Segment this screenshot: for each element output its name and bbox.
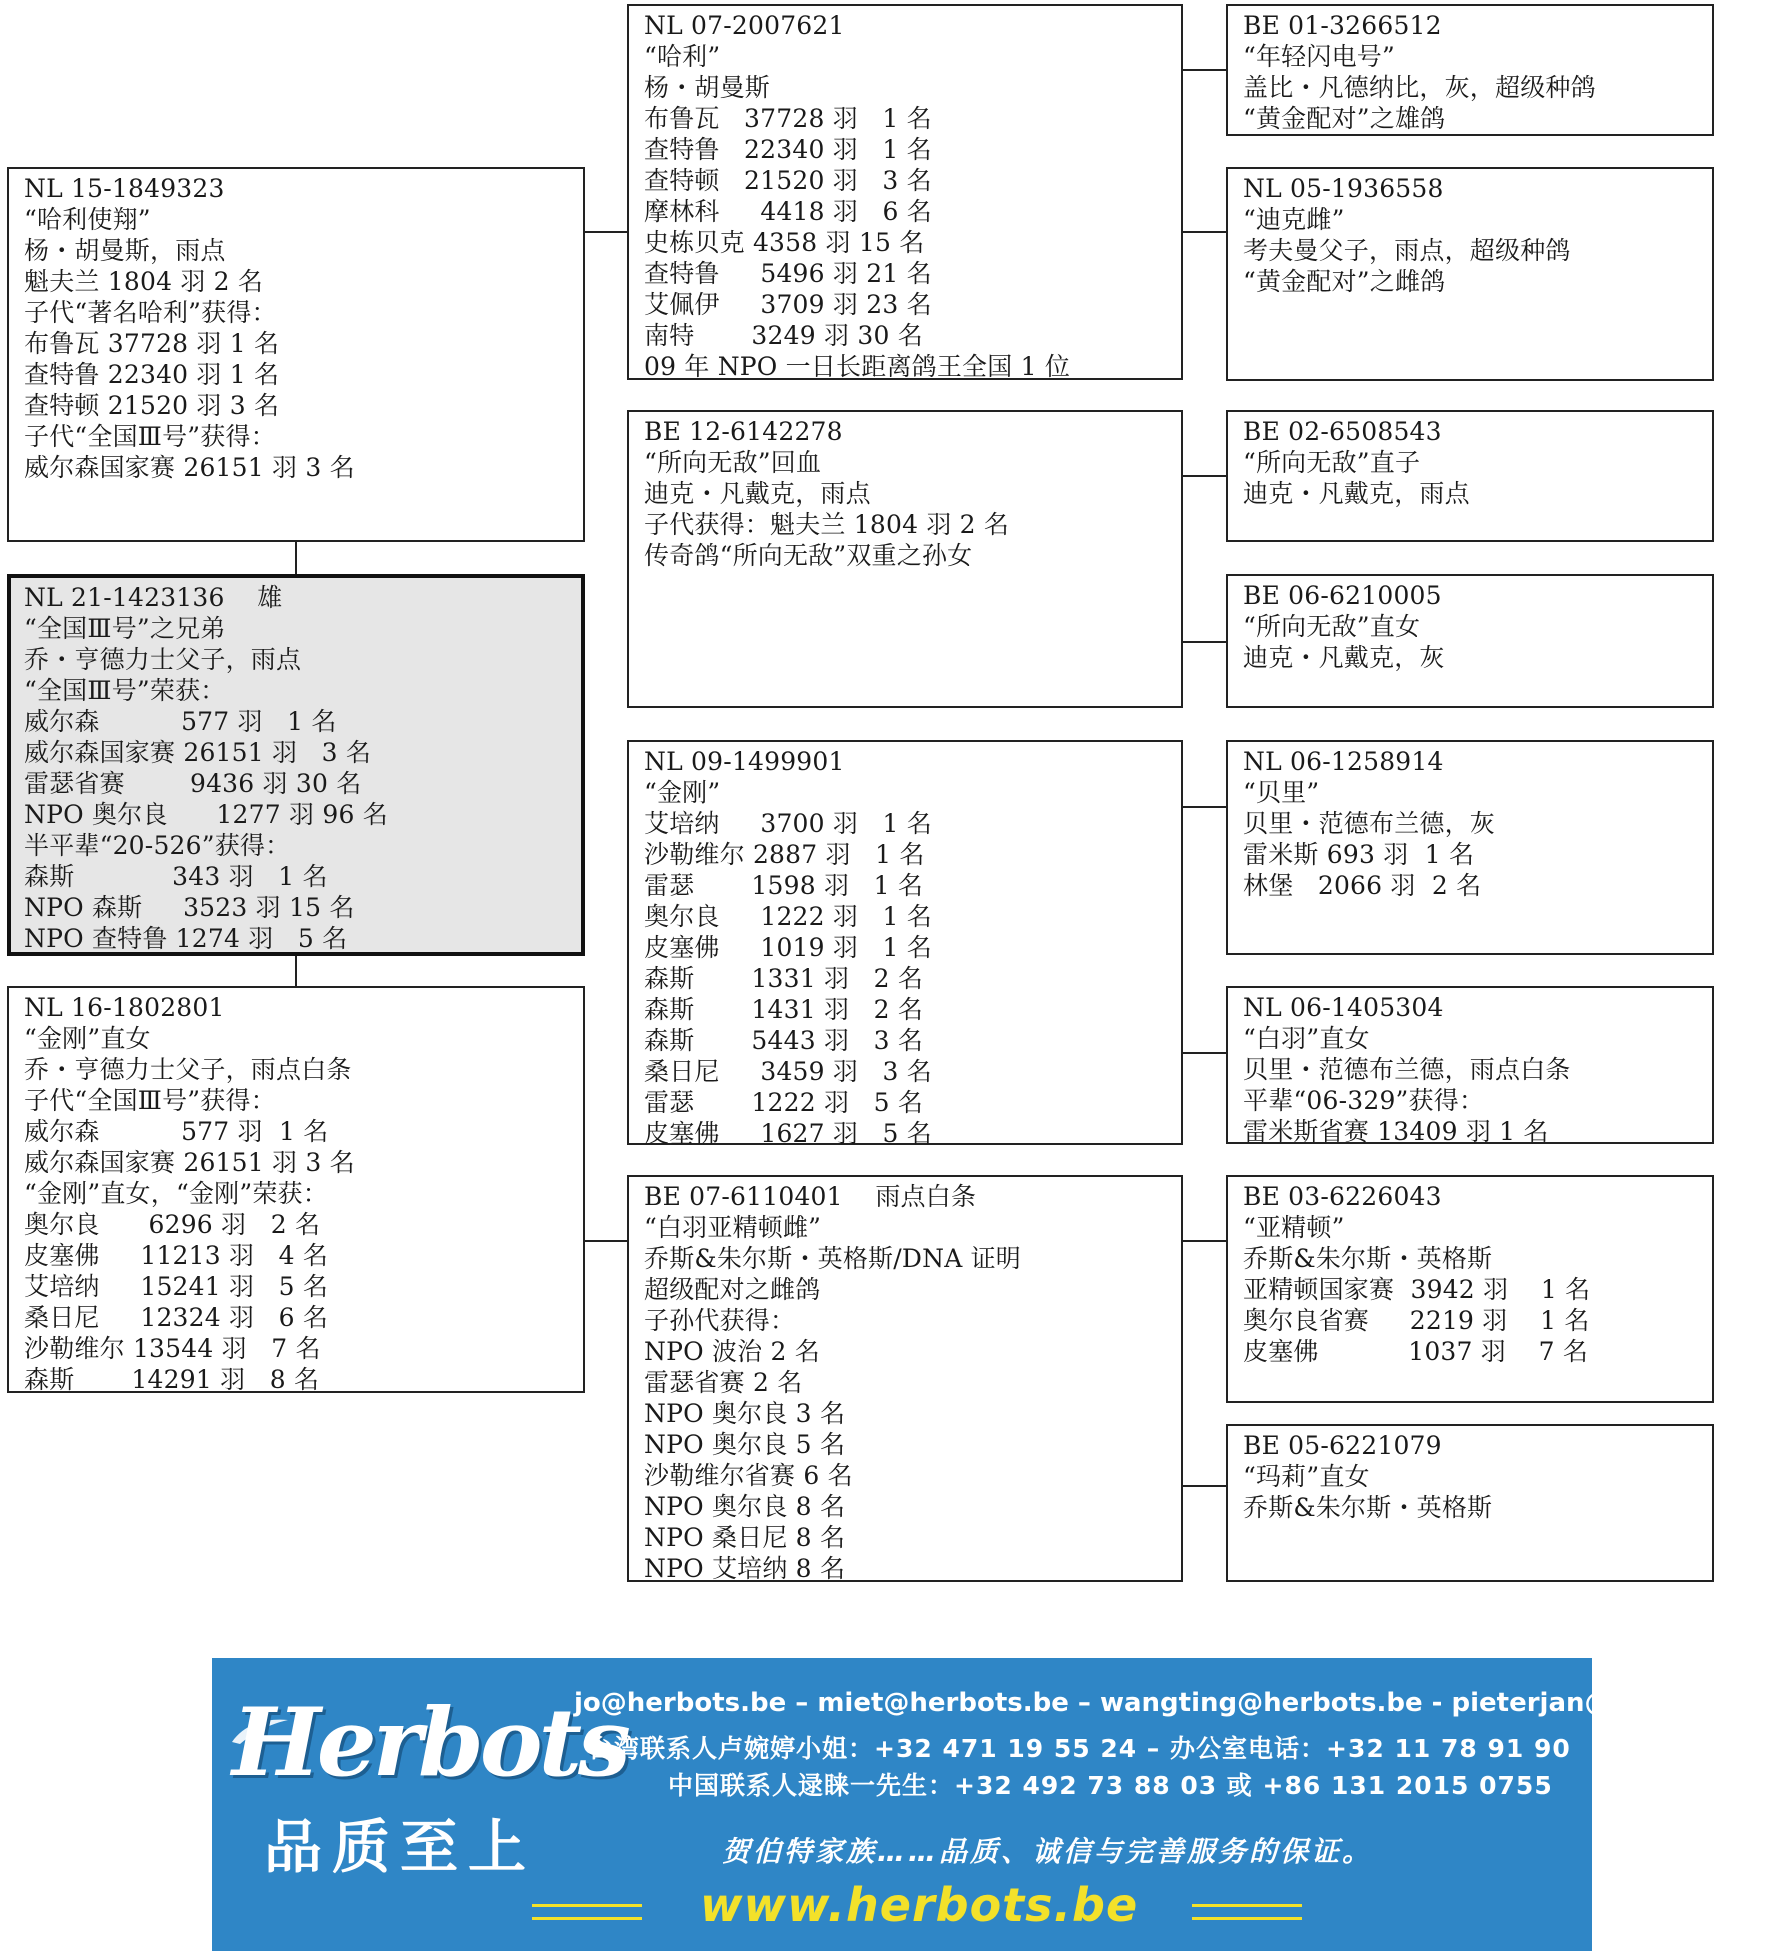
pedigree-line: 皮塞佛 11213 羽 4 名 xyxy=(24,1241,329,1270)
pedigree-line: 平辈“06-329”获得： xyxy=(1243,1086,1485,1115)
pedigree-line: 查特鲁 22340 羽 1 名 xyxy=(644,135,932,164)
pedigree-box-sire-sire-dam xyxy=(1226,167,1714,381)
pedigree-line: “哈利” xyxy=(644,42,721,71)
pedigree-line: 威尔森 577 羽 1 名 xyxy=(24,1117,329,1146)
pedigree-box-sire xyxy=(7,167,585,542)
pedigree-box-dam-dam-sire xyxy=(1226,1175,1714,1403)
pedigree-line: 雷米斯 693 羽 1 名 xyxy=(1243,840,1475,869)
pedigree-line: 子代“著名哈利”获得： xyxy=(24,298,277,327)
connector xyxy=(1183,1240,1226,1242)
brand-logo: Herbots xyxy=(232,1688,627,1798)
pedigree-line: 子代获得：魁夫兰 1804 羽 2 名 xyxy=(644,510,1010,539)
ring-number: NL 21-1423136 雄 xyxy=(24,583,283,612)
pedigree-box-subject xyxy=(7,574,585,956)
brand-slogan: 品质至上 xyxy=(264,1813,537,1881)
ring-number: BE 05-6221079 xyxy=(1243,1431,1442,1460)
pedigree-line: NPO 波治 2 名 xyxy=(644,1337,820,1366)
ring-number: BE 01-3266512 xyxy=(1243,11,1442,40)
pedigree-line: NPO 奥尔良 1277 羽 96 名 xyxy=(24,800,388,829)
pedigree-line: 艾佩伊 3709 羽 23 名 xyxy=(644,290,932,319)
decorative-lines xyxy=(1192,1904,1302,1920)
ring-number: NL 16-1802801 xyxy=(24,993,225,1022)
pedigree-line: 迪克・凡戴克，雨点 xyxy=(1243,479,1470,508)
pedigree-box-dam-sire xyxy=(627,740,1183,1148)
pedigree-line: 传奇鸽“所向无敌”双重之孙女 xyxy=(644,541,973,570)
connector xyxy=(1183,641,1226,643)
pedigree-line: 乔斯&朱尔斯・英格斯 xyxy=(1243,1493,1493,1522)
pedigree-line: 查特顿 21520 羽 3 名 xyxy=(644,166,932,195)
pedigree-line: 雷米斯省赛 13409 羽 1 名 xyxy=(1243,1117,1549,1146)
ring-number: BE 12-6142278 xyxy=(644,417,843,446)
pedigree-box-sire-dam xyxy=(627,410,1183,708)
pedigree-line: “黄金配对”之雌鸽 xyxy=(1243,267,1446,296)
ring-number: BE 02-6508543 xyxy=(1243,417,1442,446)
pedigree-line: 子代“全国Ⅲ号”获得： xyxy=(24,1086,276,1115)
pedigree-line: 布鲁瓦 37728 羽 1 名 xyxy=(24,329,280,358)
pedigree-line: “哈利使翔” xyxy=(24,205,151,234)
pedigree-box-sire-sire-sire xyxy=(1226,4,1714,136)
pedigree-line: 森斯 5443 羽 3 名 xyxy=(644,1026,924,1055)
pedigree-line: 森斯 343 羽 1 名 xyxy=(24,862,328,891)
pedigree-line: 桑日尼 12324 羽 6 名 xyxy=(24,1303,329,1332)
pedigree-box-sire-sire xyxy=(627,4,1183,380)
pedigree-line: “金刚”直女 xyxy=(24,1024,151,1053)
pedigree-line: 奥尔良 1222 羽 1 名 xyxy=(644,902,932,931)
pedigree-line: 林堡 2066 羽 2 名 xyxy=(1243,871,1482,900)
pedigree-line: 贝里・范德布兰德，灰 xyxy=(1243,809,1496,838)
ring-number: NL 06-1405304 xyxy=(1243,993,1444,1022)
pedigree-line: 杨・胡曼斯 xyxy=(644,73,771,102)
pedigree-line: 雷瑟 1598 羽 1 名 xyxy=(644,871,924,900)
pedigree-line: NPO 奥尔良 3 名 xyxy=(644,1399,846,1428)
connector xyxy=(585,231,627,233)
pedigree-box-dam-sire-dam xyxy=(1226,986,1714,1144)
pedigree-line: 迪克・凡戴克，雨点 xyxy=(644,479,871,508)
pedigree-box-dam-dam-dam xyxy=(1226,1424,1714,1582)
pedigree-line: 查特顿 21520 羽 3 名 xyxy=(24,391,280,420)
pedigree-line: 艾培纳 15241 羽 5 名 xyxy=(24,1272,329,1301)
pedigree-line: “年轻闪电号” xyxy=(1243,42,1395,71)
pedigree-line: 子孙代获得： xyxy=(644,1306,796,1335)
pedigree-line: 奥尔良 6296 羽 2 名 xyxy=(24,1210,321,1239)
pedigree-line: 乔斯&朱尔斯・英格斯 xyxy=(1243,1244,1493,1273)
taiwan-contact: 台湾联系人卢婉婷小姐：+32 471 19 55 24 – 办公室电话：+32 11 78 91 90 xyxy=(588,1734,1571,1763)
ring-number: BE 07-6110401 雨点白条 xyxy=(644,1182,977,1211)
pedigree-line: 查特鲁 22340 羽 1 名 xyxy=(24,360,280,389)
ring-number: NL 05-1936558 xyxy=(1243,174,1444,203)
ring-number: NL 06-1258914 xyxy=(1243,747,1444,776)
pedigree-line: 查特鲁 5496 羽 21 名 xyxy=(644,259,932,288)
pedigree-line: NPO 桑日尼 8 名 xyxy=(644,1523,846,1552)
decorative-lines xyxy=(532,1904,642,1920)
pedigree-line: “全国Ⅲ号”之兄弟 xyxy=(24,614,226,643)
pedigree-line: 半平辈“20-526”获得： xyxy=(24,831,291,860)
ring-number: BE 03-6226043 xyxy=(1243,1182,1442,1211)
pedigree-line: “金刚”直女，“金刚”荣获： xyxy=(24,1179,328,1208)
pedigree-line: 乔・亨德力士父子，雨点白条 xyxy=(24,1055,352,1084)
pedigree-line: 威尔森国家赛 26151 羽 3 名 xyxy=(24,1148,355,1177)
pedigree-line: “黄金配对”之雄鸽 xyxy=(1243,104,1446,133)
herbots-banner xyxy=(212,1658,1770,1951)
pedigree-line: “亚精顿” xyxy=(1243,1213,1345,1242)
pedigree-line: 森斯 14291 羽 8 名 xyxy=(24,1365,320,1394)
ring-number: NL 07-2007621 xyxy=(644,11,845,40)
pedigree-line: 09 年 NPO 一日长距离鸽王全国 1 位 xyxy=(644,352,1071,381)
pedigree-line: 威尔森 577 羽 1 名 xyxy=(24,707,337,736)
pedigree-line: 皮塞佛 1019 羽 1 名 xyxy=(644,933,932,962)
pedigree-line: 桑日尼 3459 羽 3 名 xyxy=(644,1057,932,1086)
pedigree-line: “白羽亚精顿雌” xyxy=(644,1213,822,1242)
connector xyxy=(1183,69,1226,71)
pedigree-line: “贝里” xyxy=(1243,778,1320,807)
ring-number: NL 09-1499901 xyxy=(644,747,845,776)
pedigree-box-sire-dam-dam xyxy=(1226,574,1714,708)
pedigree-line: “全国Ⅲ号”荣获： xyxy=(24,676,226,705)
pedigree-line: 迪克・凡戴克，灰 xyxy=(1243,643,1445,672)
pedigree-line: 乔斯&朱尔斯・英格斯/DNA 证明 xyxy=(644,1244,1021,1273)
pedigree-line: 雷瑟省赛 9436 羽 30 名 xyxy=(24,769,362,798)
connector xyxy=(1183,806,1226,808)
website-link[interactable]: www.herbots.be xyxy=(700,1878,1139,1932)
pedigree-line: 森斯 1431 羽 2 名 xyxy=(644,995,924,1024)
pedigree-line: NPO 奥尔良 5 名 xyxy=(644,1430,846,1459)
pedigree-line: 沙勒维尔 13544 羽 7 名 xyxy=(24,1334,321,1363)
connector xyxy=(295,956,297,986)
connector xyxy=(1183,231,1226,233)
pedigree-box-dam xyxy=(7,986,585,1393)
pedigree-line: 摩林科 4418 羽 6 名 xyxy=(644,197,932,226)
pedigree-line: NPO 查特鲁 1274 羽 5 名 xyxy=(24,924,348,953)
pedigree-box-dam-dam xyxy=(627,1175,1183,1582)
pedigree-line: 布鲁瓦 37728 羽 1 名 xyxy=(644,104,932,133)
pedigree-line: 贝里・范德布兰德，雨点白条 xyxy=(1243,1055,1571,1084)
pedigree-line: “金刚” xyxy=(644,778,721,807)
pedigree-line: “所向无敌”直子 xyxy=(1243,448,1421,477)
pedigree-line: 魁夫兰 1804 羽 2 名 xyxy=(24,267,264,296)
pedigree-line: NPO 奥尔良 8 名 xyxy=(644,1492,846,1521)
pedigree-line: 雷瑟省赛 2 名 xyxy=(644,1368,803,1397)
pedigree-line: 杨・胡曼斯，雨点 xyxy=(24,236,226,265)
connector xyxy=(1183,1485,1226,1487)
pedigree-line: 子代“全国Ⅲ号”获得： xyxy=(24,422,276,451)
pedigree-box-sire-dam-sire xyxy=(1226,410,1714,542)
connector xyxy=(295,542,297,574)
pedigree-line: 乔・亨德力士父子，雨点 xyxy=(24,645,302,674)
pedigree-line: 雷瑟 1222 羽 5 名 xyxy=(644,1088,924,1117)
pedigree-line: 考夫曼父子，雨点，超级种鸽 xyxy=(1243,236,1571,265)
pedigree-box-dam-sire-sire xyxy=(1226,740,1714,955)
pedigree-line: NPO 艾培纳 8 名 xyxy=(644,1554,846,1583)
connector xyxy=(585,1240,627,1242)
pedigree-line: 沙勒维尔省赛 6 名 xyxy=(644,1461,853,1490)
pedigree-line: 盖比・凡德纳比，灰，超级种鸽 xyxy=(1243,73,1596,102)
pedigree-line: 森斯 1331 羽 2 名 xyxy=(644,964,924,993)
pedigree-line: 威尔森国家赛 26151 羽 3 名 xyxy=(24,738,372,767)
connector xyxy=(1183,475,1226,477)
contact-emails[interactable]: jo@herbots.be – miet@herbots.be – wangting@herbots.be - pieterjan@herbots.be xyxy=(574,1688,1770,1718)
pedigree-line: “所向无敌”直女 xyxy=(1243,612,1421,641)
pedigree-line: 亚精顿国家赛 3942 羽 1 名 xyxy=(1243,1275,1591,1304)
pedigree-line: 皮塞佛 1627 羽 5 名 xyxy=(644,1119,932,1148)
pedigree-line: “白羽”直女 xyxy=(1243,1024,1370,1053)
pedigree-line: 沙勒维尔 2887 羽 1 名 xyxy=(644,840,925,869)
china-contact: 中国联系人逯睐一先生：+32 492 73 88 03 或 +86 131 2015 0755 xyxy=(668,1771,1553,1800)
pedigree-line: 皮塞佛 1037 羽 7 名 xyxy=(1243,1337,1589,1366)
pedigree-line: 南特 3249 羽 30 名 xyxy=(644,321,923,350)
pedigree-line: NPO 森斯 3523 羽 15 名 xyxy=(24,893,355,922)
brand-motto: 贺伯特家族……品质、诚信与完善服务的保证。 xyxy=(722,1835,1374,1868)
pedigree-line: “玛莉”直女 xyxy=(1243,1462,1370,1491)
pedigree-line: 史栋贝克 4358 羽 15 名 xyxy=(644,228,925,257)
pedigree-line: 艾培纳 3700 羽 1 名 xyxy=(644,809,932,838)
pedigree-line: 威尔森国家赛 26151 羽 3 名 xyxy=(24,453,355,482)
connector xyxy=(1183,1052,1226,1054)
pedigree-line: “所向无敌”回血 xyxy=(644,448,822,477)
pedigree-line: 超级配对之雌鸽 xyxy=(644,1275,821,1304)
ring-number: BE 06-6210005 xyxy=(1243,581,1442,610)
pedigree-line: 奥尔良省赛 2219 羽 1 名 xyxy=(1243,1306,1590,1335)
ring-number: NL 15-1849323 xyxy=(24,174,225,203)
pedigree-line: “迪克雌” xyxy=(1243,205,1345,234)
